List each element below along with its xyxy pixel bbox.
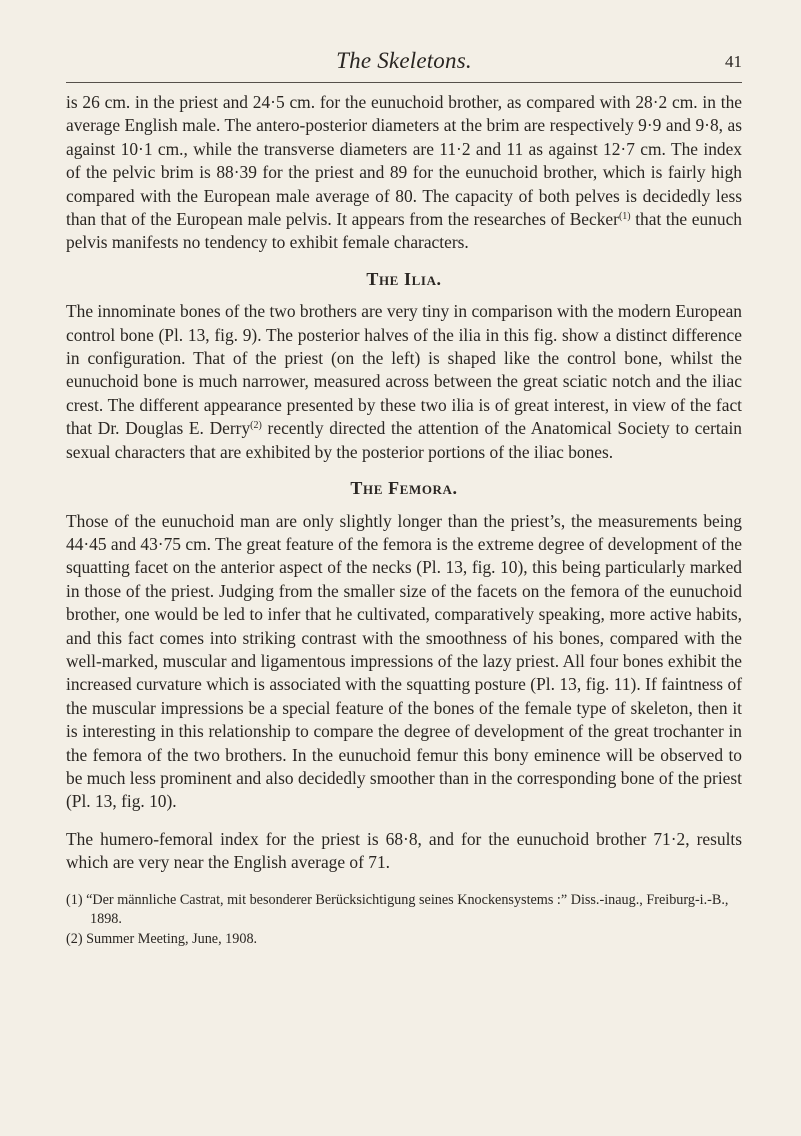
- footnotes: [66, 891, 742, 950]
- paragraph-pelvis-text-b: that the eunuch pelvis manifests no tendency to exhibit female characters.: [66, 209, 742, 253]
- paragraph-humero-femoral-index: The humero-femoral index for the priest is 68·8, and for the eunuchoid brother 71·2, results which are very near the English average of 71.: [66, 828, 742, 873]
- paragraph-ilia: [66, 300, 742, 464]
- footnote-ref-2: (2): [250, 420, 262, 432]
- paragraph-pelvis: [66, 91, 742, 255]
- section-heading-ilia: The Ilia.: [366, 268, 442, 289]
- paragraph-femora: Those of the eunuchoid man are only slightly longer than the priest’s, the measurements being 44·45 and 43·75 cm. The great feature of the femora is the extreme degree of development of the squatting facet on the anterior aspect of the necks (Pl. 13, fig. 10), this being particularly marked in those of the priest. Judging from the smaller size of the facets on the femora of the eunuchoid brother, one would be led to infer that he cultivated, comparatively speaking, more active habits, and this fact comes into striking contrast with the smoothness of his bones, compared with the well-marked, muscular and ligamentous impressions of the lazy priest. All four bones exhibit the increased curvature which is associated with the squatting posture (Pl. 13, fig. 11). If faintness of the muscular impressions be a special feature of the bones of the female type of skeleton, then it is interesting in this relationship to compare the degree of development of the great trochanter in the femora of the two brothers. In the eunuchoid femur this bony eminence will be observed to be much less prominent and also decidedly smoother than in the corresponding bone of the priest (Pl. 13, fig. 10).: [66, 510, 742, 812]
- running-title: The Skeletons.: [336, 48, 472, 73]
- paragraph-ilia-text-b: recently directed the attention of the Anatomical Society to certain sexual characters that are exhibited by the posterior portions of the iliac bones.: [66, 418, 742, 462]
- page-number: 41: [725, 52, 742, 71]
- header-rule: [66, 82, 742, 83]
- body-text: [66, 91, 742, 949]
- footnote-ref-1: (1): [618, 211, 631, 223]
- footnote-1: (1) “Der männliche Castrat, mit besonderer Berücksichtigung seines Knockensystems :” Diss.-inaug., Freiburg-i.-B., 1898.: [66, 891, 729, 928]
- paragraph-ilia-text-a: The innominate bones of the two brothers are very tiny in comparison with the modern European control bone (Pl. 13, fig. 9). The posterior halves of the ilia in this fig. show a distinct difference in configuration. That of the priest (on the left) is shaped like the control bone, whilst the eunuchoid bone is much narrower, measured across between the great sciatic notch and the iliac crest. The different appearance presented by these two ilia is of great interest, in view of the fact that Dr. Douglas E. Derry: [66, 301, 742, 439]
- section-heading-femora: The Femora.: [350, 478, 458, 499]
- footnote-2: (2) Summer Meeting, June, 1908.: [66, 930, 258, 947]
- page-header: [66, 48, 742, 80]
- paragraph-pelvis-text-a: is 26 cm. in the priest and 24·5 cm. for the eunuchoid brother, as compared with 28·2 cm. in the average English male. The antero-posterior diameters at the brim are respectively 9·9 and 9·8, as against 10·1 cm., while the transverse diameters are 11·2 and 11 as against 12·7 cm. The index of the pelvic brim is 88·39 for the priest and 89 for the eunuchoid brother, which is fairly high compared with the European male average of 80. The capacity of both pelves is decidedly less than that of the European male pelvis. It appears from the researches of Becker: [66, 92, 742, 230]
